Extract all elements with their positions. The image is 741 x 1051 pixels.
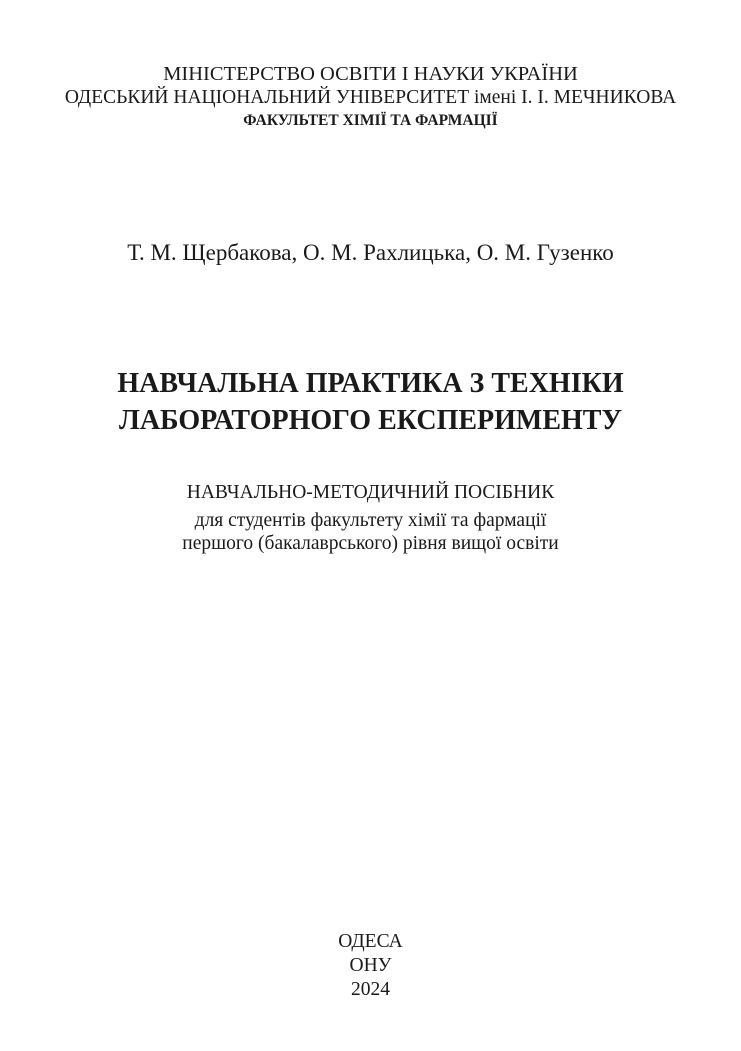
title-line-1: НАВЧАЛЬНА ПРАКТИКА З ТЕХНІКИ (117, 368, 624, 399)
audience-line-1: для студентів факультету хімії та фармації (194, 510, 547, 531)
faculty-name: ФАКУЛЬТЕТ ХІМІЇ ТА ФАРМАЦІЇ (243, 112, 498, 129)
ministry-name: МІНІСТЕРСТВО ОСВІТИ І НАУКИ УКРАЇНИ (163, 63, 578, 85)
university-name: ОДЕСЬКИЙ НАЦІОНАЛЬНИЙ УНІВЕРСИТЕТ імені І. І. МЕЧНИКОВА (64, 87, 677, 108)
imprint-city: ОДЕСА (338, 931, 403, 952)
audience-line-2: першого (бакалаврського) рівня вищої освіти (182, 533, 559, 554)
authors: Т. М. Щербакова, О. М. Рахлицька, О. М. Гузенко (127, 240, 614, 265)
imprint-publisher: ОНУ (349, 955, 392, 976)
book-type: НАВЧАЛЬНО-МЕТОДИЧНИЙ ПОСІБНИК (186, 482, 555, 503)
title-line-2: ЛАБОРАТОРНОГО ЕКСПЕРИМЕНТУ (118, 405, 623, 436)
imprint-year: 2024 (351, 979, 390, 1000)
